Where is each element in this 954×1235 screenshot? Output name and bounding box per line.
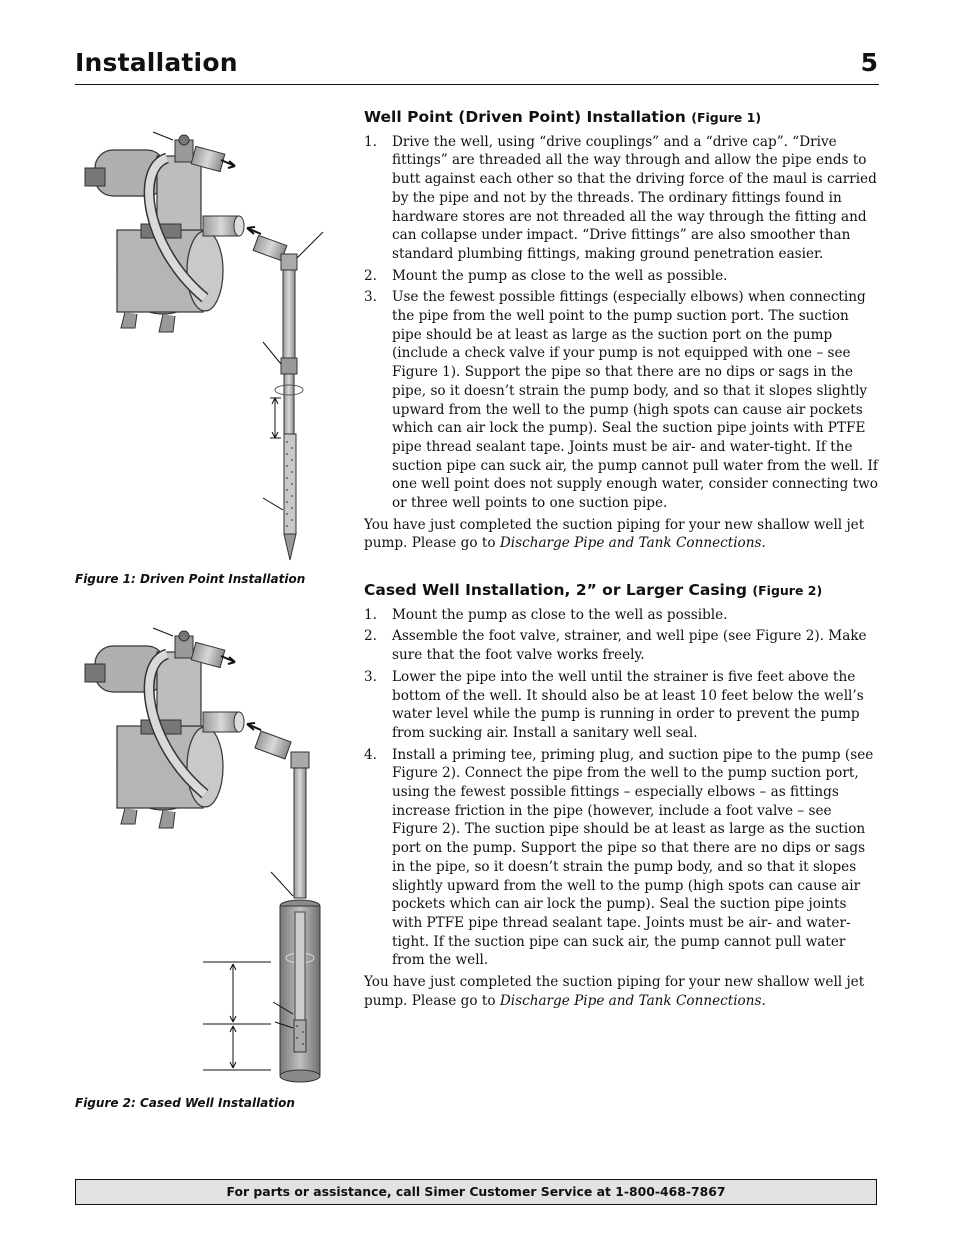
footer-banner: For parts or assistance, call Simer Customer Service at 1-800-468-7867 (75, 1179, 877, 1205)
instruction-list (364, 133, 880, 513)
closing-paragraph: You have just completed the suction piping for your new shallow well jet pump. Please go to Discharge Pipe and Tank Connections. (364, 516, 865, 552)
section-heading: Well Point (Driven Point) Installation (Figure 1) (364, 108, 762, 126)
figure1-caption: Figure 1: Driven Point Installation (75, 572, 306, 586)
section-cased-well (364, 581, 880, 1010)
instruction-list (364, 606, 880, 970)
list-item: 2. Assemble the foot valve, strainer, and well pipe (see Figure 2). Make sure that the foot valve works freely. (364, 628, 867, 664)
list-item: 3. Use the fewest possible fittings (especially elbows) when connecting the pipe from the well point to the pump suction port. The suction pipe should be at least as large as the suction port on the pump (include a check valve if your pump is not equipped with one – see Figure 1). Support the pipe so that there are no dips or sags in the pipe, so it doesn’t strain the pump body, and so that it slopes slightly upward from the well to the pump (high spots can cause air pockets which can air lock the pump). Seal the suction pipe joints with PTFE pipe thread sealant tape. Joints must be air- and water-tight. If the suction pipe can suck air, the pump cannot pull water from the well. If one well point does not supply enough water, consider connecting two or three well points to one suction pipe. (364, 289, 878, 512)
list-item: 2. Mount the pump as close to the well as possible. (364, 267, 728, 284)
figure1-illustration (75, 128, 345, 568)
list-item: 1. Drive the well, using “drive couplings” and a “drive cap”. “Drive fittings” are threaded all the way through and allow the pipe ends to butt against each other so that the driving force of the maul is carried by the pipe and not by the threads. The ordinary fittings found in hardware stores are not threaded all the way through the fitting and can collapse under impact. “Drive fittings” are also smoother than standard plumbing fittings, making ground penetration easier. (364, 133, 877, 262)
section-heading: Cased Well Installation, 2” or Larger Casing (Figure 2) (364, 581, 823, 599)
section-well-point (364, 108, 880, 553)
header-rule (75, 84, 879, 85)
cross-reference: Discharge Pipe and Tank Connections. (499, 535, 766, 552)
figure2-caption: Figure 2: Cased Well Installation (75, 1096, 295, 1110)
figure2-illustration (75, 624, 345, 1090)
list-item: 1. Mount the pump as close to the well as possible. (364, 606, 728, 623)
cross-reference: Discharge Pipe and Tank Connections. (499, 992, 766, 1009)
closing-paragraph: You have just completed the suction piping for your new shallow well jet pump. Please go to Discharge Pipe and Tank Connections. (364, 974, 865, 1009)
page-number: 5 (860, 48, 878, 77)
page-title: Installation (75, 48, 238, 77)
list-item: 4. Install a priming tee, priming plug, and suction pipe to the pump (see Figure 2). Connect the pipe from the well to the pump suction port, using the fewest possible fittings – especially elbows – as fittings increase friction in the pipe (however, include a foot valve – see Figure 2). The suction pipe should be at least as large as the suction port on the pump. Support the pipe so that there are no dips or sags in the pipe, so it doesn’t strain the pump body, and so that it slopes slightly upward from the well to the pump (high spots can cause air pockets which can air lock the pump). Seal the suction pipe joints with PTFE pipe thread sealant tape. Joints must be air- and water-tight. If the suction pipe can suck air, the pump cannot pull water from the well. (364, 746, 874, 969)
list-item: 3. Lower the pipe into the well until the strainer is five feet above the bottom of the well. It should also be at least 10 feet below the well’s water level while the pump is running in order to prevent the pump from sucking air. Install a sanitary well seal. (364, 668, 864, 741)
